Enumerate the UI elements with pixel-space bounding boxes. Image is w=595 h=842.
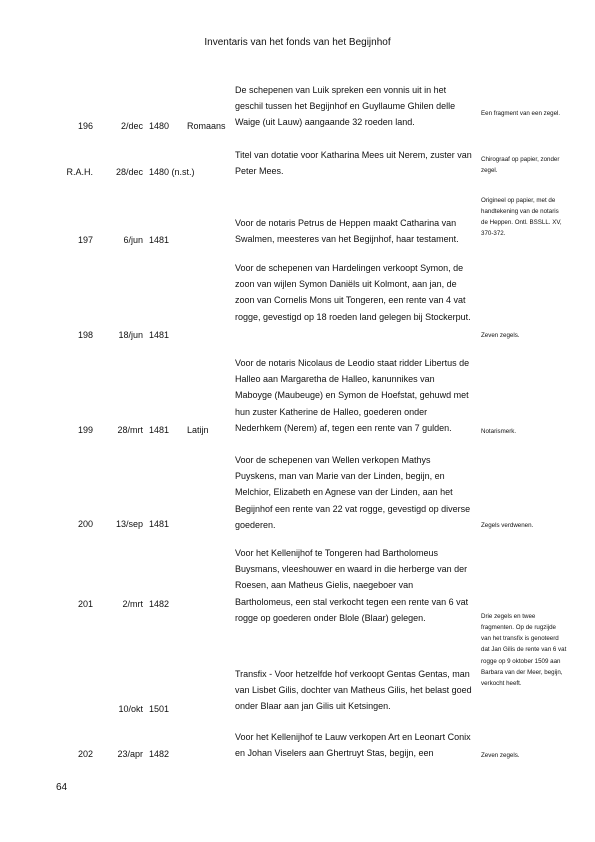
entry-date: 10/okt bbox=[118, 704, 143, 714]
entry-number: 202 bbox=[77, 749, 93, 759]
entry-number: 200 bbox=[77, 519, 93, 529]
entry-note: Een fragment van een zegel. bbox=[481, 110, 561, 117]
entry-description: Transfix - Voor hetzelfde hof verkoopt Gentas Gentas, man van Lisbet Gilis, dochter van Matheus Gilis, het belast goed onder Blaar aan jan Gilis uit Ketsingen. bbox=[235, 669, 472, 712]
entry-year: 1480 bbox=[149, 121, 170, 131]
entry-note: Zeven zegels. bbox=[481, 752, 520, 759]
page-title: Inventaris van het fonds van het Begijnhof bbox=[204, 37, 391, 48]
entry-number: 199 bbox=[77, 425, 93, 435]
entry-date: 2/dec bbox=[120, 121, 143, 131]
entry-year: 1481 bbox=[149, 519, 170, 529]
entry-description: Titel van dotatie voor Katharina Mees uit Nerem, zuster van Peter Mees. bbox=[235, 150, 472, 177]
entry-number: 197 bbox=[77, 235, 93, 245]
entry-date: 23/apr bbox=[117, 749, 143, 759]
entry-number: R.A.H. bbox=[66, 167, 93, 177]
entry-year: 1481 bbox=[149, 425, 170, 435]
entry-date: 28/dec bbox=[115, 167, 143, 177]
entry-description: Voor de schepenen van Hardelingen verkoopt Symon, de zoon van wijlen Symon Daniëls uit Kolmont, aan jan, de zoon van Cornelis Mons uit Tongeren, een rente van 4 vat rogge, gevestigd op 18 roeden land gelegen bij Stockerput. bbox=[235, 263, 471, 322]
entry-description: Voor het Kellenijhof te Tongeren had Bartholomeus Buysmans, vleeshouwer en waard in die herberge van der Roesen, aan Matheus Gielis, naegeboer van Bartholomeus, een stal verkocht tegen een rente van 6 vat rogge op goederen onder Blole (Blaar) gelegen. bbox=[235, 548, 469, 623]
entry-date: 6/jun bbox=[123, 235, 143, 245]
entry-year: 1481 bbox=[149, 330, 170, 340]
entry-date: 28/mrt bbox=[117, 425, 143, 435]
entry-year: 1482 bbox=[149, 749, 170, 759]
entry-year: 1501 bbox=[149, 704, 170, 714]
entry-year: 1481 bbox=[149, 235, 170, 245]
entry-date: 13/sep bbox=[115, 519, 143, 529]
entry-note: Drie zegels en twee fragmenten. Op de rugzijde van het transfix is genoteerd dat Jan Gilis de rente van 6 vat rogge op 9 oktober 1509 aan Barbara van der Meer, begijn, verkocht heeft. bbox=[481, 613, 567, 687]
entry-number: 201 bbox=[77, 599, 93, 609]
entry-date: 2/mrt bbox=[122, 599, 143, 609]
entry-description: Voor de schepenen van Wellen verkopen Mathys Puyskens, man van Marie van der Linden, begijn, en Melchior, Elizabeth en Agnese van der Linden, aan het Begijnhof een rente van 22 vat rogge, gevestigd op diverse goederen. bbox=[235, 455, 471, 530]
entry-number: 198 bbox=[77, 330, 93, 340]
entry-year: 1480 (n.st.) bbox=[149, 167, 195, 177]
entry-note: Notarismerk. bbox=[481, 428, 517, 435]
entry-description: Voor de notaris Nicolaus de Leodio staat ridder Libertus de Halleo aan Margaretha de Halleo, kanunnikes van Maboyge (Maubeuge) en Symon de Hoefstat, gehuwd met hun zuster Katherine de Halleo, goederen onder Nederhkem (Nerem) af, tegen een rente van 7 gulden. bbox=[235, 358, 470, 433]
entry-note: Zegels verdwenen. bbox=[481, 522, 534, 529]
entry-description: Voor de notaris Petrus de Heppen maakt Catharina van Swalmen, meesteres van het Begijnhof, haar testament. bbox=[235, 218, 459, 245]
entry-number: 196 bbox=[77, 121, 93, 131]
entry-note: Zeven zegels. bbox=[481, 332, 520, 339]
entry-note: Chirograaf op papier, zonder zegel. bbox=[481, 156, 560, 175]
page-number: 64 bbox=[56, 782, 68, 793]
entry-date: 18/jun bbox=[118, 330, 143, 340]
entry-language: Romaans bbox=[187, 121, 226, 131]
entry-note: Origineel op papier, met de handtekening van de notaris de Heppen. Ontl. BSSLL. XV, 370-372. bbox=[481, 197, 562, 238]
entry-description: De schepenen van Luik spreken een vonnis uit in het geschil tussen het Begijnhof en Guyllaume Ghilen delle Waige (uit Lauw) aangaande 32 roeden land. bbox=[235, 85, 456, 128]
entry-year: 1482 bbox=[149, 599, 170, 609]
entry-language: Latijn bbox=[187, 425, 209, 435]
entry-description: Voor het Kellenijhof te Lauw verkopen Art en Leonart Conix en Johan Viselers aan Ghertruyt Stas, begijn, een bbox=[235, 732, 471, 759]
